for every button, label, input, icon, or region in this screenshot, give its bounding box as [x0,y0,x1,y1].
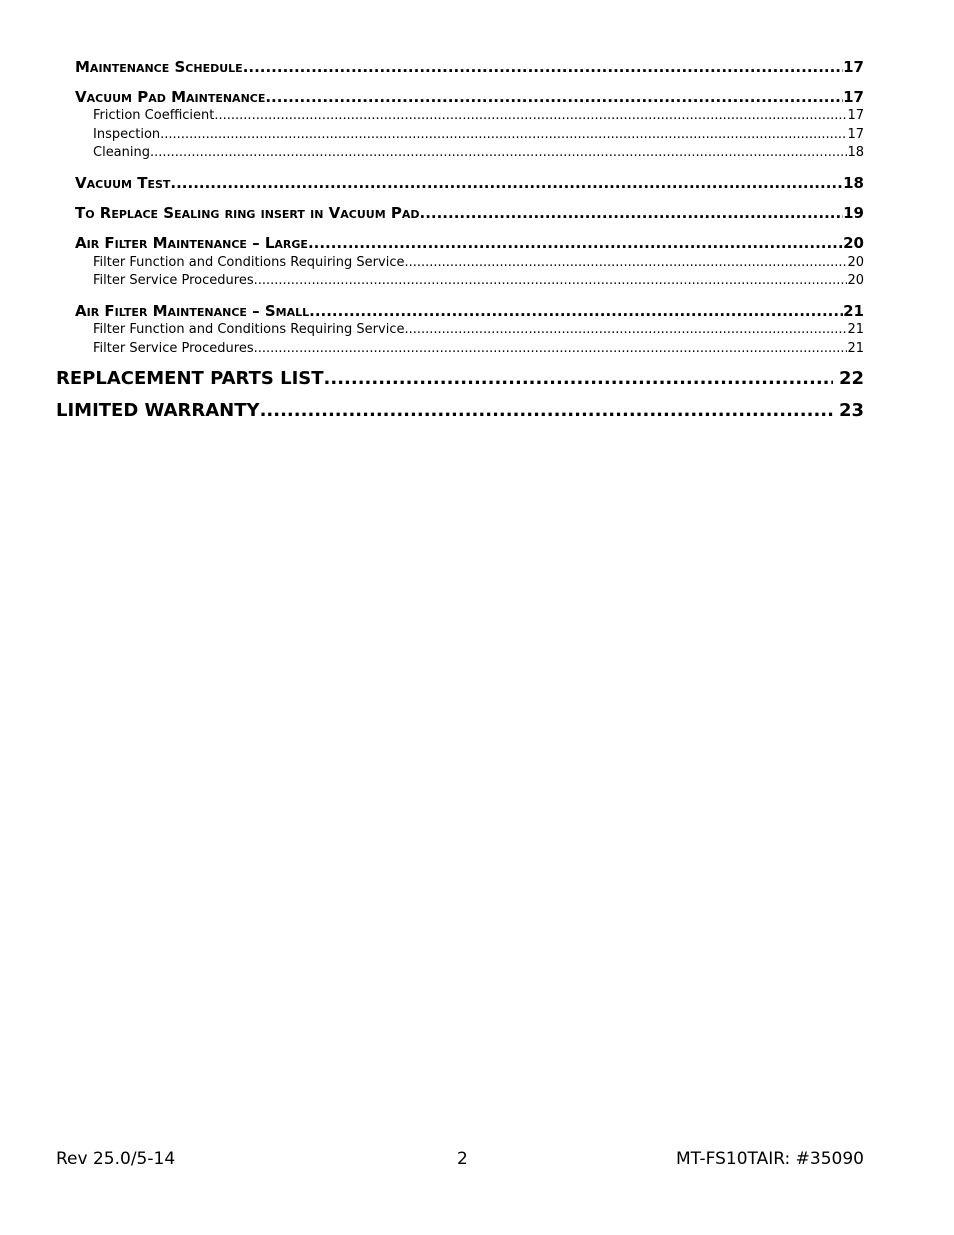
toc-entry-vacuum-test[interactable] [75,174,864,192]
toc-entry-page: 21 [847,341,864,356]
toc-entry-title: Vacuum Pad Maintenance [75,88,266,106]
toc-entry-limited-warranty[interactable] [56,400,864,421]
toc-entry-title: Filter Service Procedures [93,341,254,356]
toc-dot-leader [308,234,843,252]
toc-dot-leader [254,341,848,356]
toc-entry-title: LIMITED WARRANTY [56,400,260,421]
toc-entry-maintenance-schedule[interactable] [75,58,864,76]
toc-entry-title: Cleaning [93,145,150,160]
toc-entry-filter-service-large[interactable] [93,273,864,288]
footer-revision: Rev 25.0/5-14 [56,1149,176,1169]
toc-entry-title: Filter Function and Conditions Requiring Service [93,322,405,337]
footer-page-number: 2 [457,1149,468,1169]
toc-entry-filter-function-small[interactable] [93,322,864,337]
toc-entry-page: 21 [843,302,864,320]
toc-entry-title: Inspection [93,127,161,142]
toc-entry-page: 17 [843,88,864,106]
toc-dot-leader [324,368,833,389]
toc-entry-page: 18 [843,174,864,192]
toc-dot-leader [214,108,847,123]
toc-entry-air-filter-large[interactable] [75,234,864,252]
toc-entry-page: 17 [847,127,864,142]
toc-entry-page: 20 [847,273,864,288]
toc-entry-page: 22 [838,368,864,389]
toc-entry-page: 20 [847,255,864,270]
toc-entry-page: 20 [843,234,864,252]
page-footer [56,1149,864,1175]
toc-entry-title: REPLACEMENT PARTS LIST [56,368,324,389]
toc-entry-title: Air Filter Maintenance – Small [75,302,310,320]
toc-entry-title: Filter Function and Conditions Requiring Service [93,255,405,270]
toc-entry-title: Air Filter Maintenance – Large [75,234,308,252]
toc-entry-title: To Replace Sealing ring insert in Vacuum Pad [75,204,420,222]
toc-dot-leader [170,174,843,192]
toc-entry-page: 19 [843,204,864,222]
toc-dot-leader [160,127,847,142]
toc-entry-page: 17 [843,58,864,76]
toc-entry-cleaning[interactable] [93,145,864,160]
toc-dot-leader [254,273,848,288]
toc-entry-title: Friction Coefficient [93,108,215,123]
toc-dot-leader [150,145,847,160]
toc-entry-vacuum-pad-maintenance[interactable] [75,88,864,106]
toc-entry-filter-function-large[interactable] [93,255,864,270]
toc-entry-friction-coefficient[interactable] [93,108,864,123]
toc-entry-page: 17 [847,108,864,123]
toc-entry-inspection[interactable] [93,127,864,142]
toc-dot-leader [404,255,847,270]
toc-dot-leader [243,58,843,76]
toc-dot-leader [265,88,843,106]
toc-dot-leader [260,400,833,421]
toc-entry-filter-service-small[interactable] [93,341,864,356]
toc-entry-replace-sealing-ring[interactable] [75,204,864,222]
toc-dot-leader [309,302,843,320]
toc-entry-title: Filter Service Procedures [93,273,254,288]
toc-dot-leader [404,322,847,337]
toc-entry-title: Maintenance Schedule [75,58,243,76]
toc-entry-title: Vacuum Test [75,174,171,192]
toc-entry-replacement-parts-list[interactable] [56,368,864,389]
toc-entry-air-filter-small[interactable] [75,302,864,320]
toc-entry-page: 18 [847,145,864,160]
toc-entry-page: 23 [838,400,864,421]
toc-entry-page: 21 [847,322,864,337]
toc-dot-leader [420,204,844,222]
footer-document-id: MT-FS10TAIR: #35090 [676,1149,864,1169]
